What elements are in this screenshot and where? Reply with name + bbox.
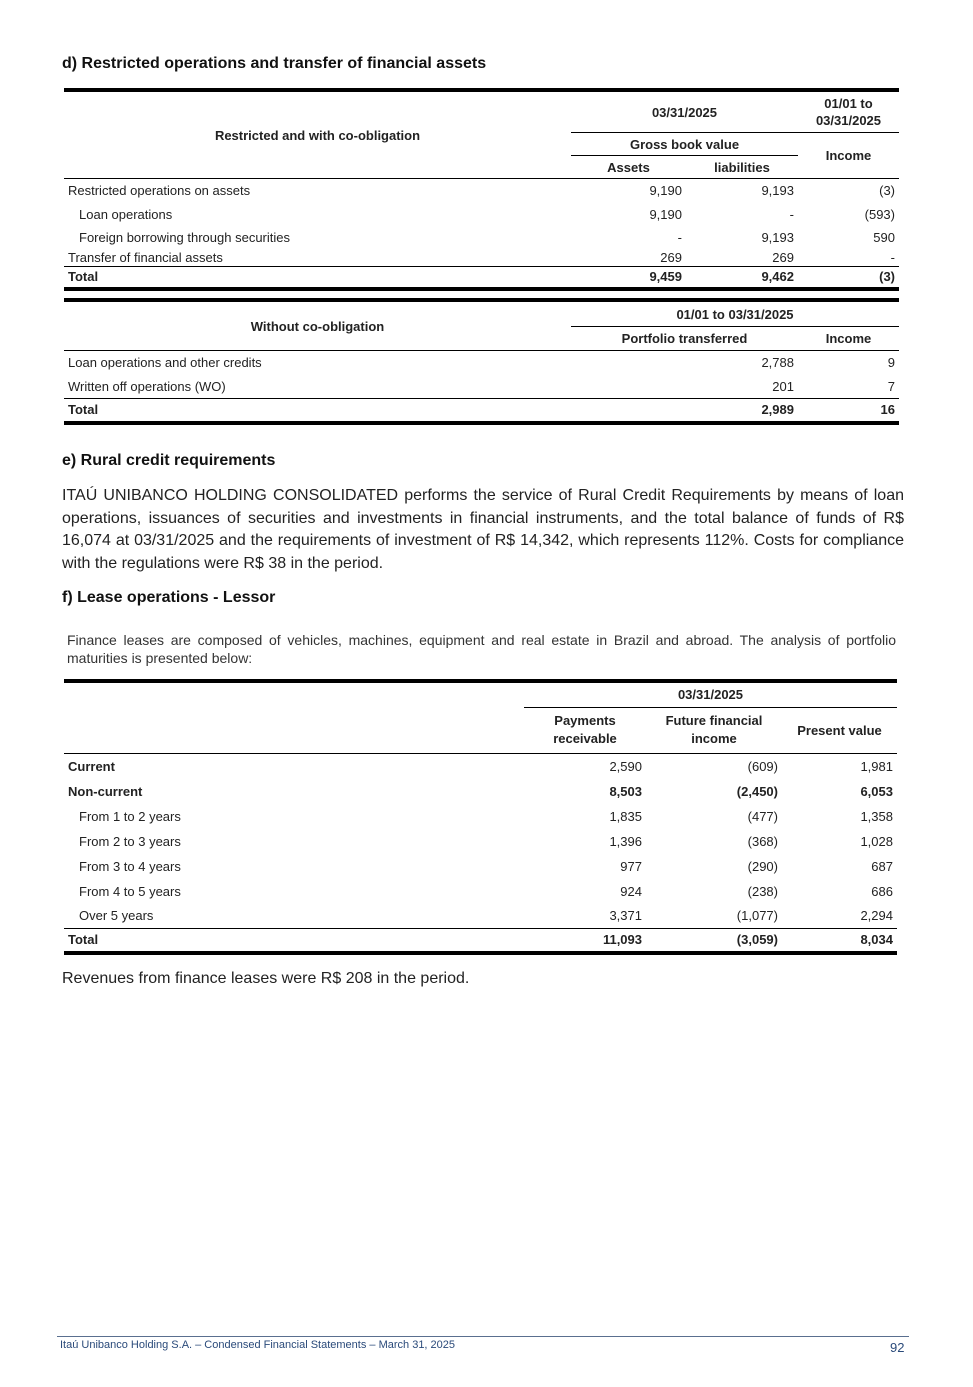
row-label: From 4 to 5 years xyxy=(79,883,181,899)
payments-header-line2: receivable xyxy=(553,731,617,747)
table1-income-period-header xyxy=(798,90,899,133)
without-co-obligation-table xyxy=(64,298,899,425)
present-value: 1,358 xyxy=(860,808,893,824)
table1-period-header: 03/31/2025 xyxy=(571,90,798,133)
table1-row-header: Restricted and with co-obligation xyxy=(64,90,571,179)
future-value: (1,077) xyxy=(736,908,778,924)
row-label: Loan operations and other credits xyxy=(68,355,262,371)
future-value: (368) xyxy=(747,833,778,849)
liabilities-value: 9,193 xyxy=(761,230,794,245)
table-row xyxy=(64,854,897,879)
footer-text: Itaú Unibanco Holding S.A. – Condensed Financial Statements – March 31, 2025 xyxy=(60,1339,456,1351)
present-value: 686 xyxy=(871,883,893,899)
total-liabilities: 9,462 xyxy=(761,269,794,285)
present-value: 6,053 xyxy=(860,783,893,799)
assets-value: - xyxy=(677,230,682,245)
row-label: Loan operations xyxy=(79,207,173,222)
total-row xyxy=(64,929,897,953)
total-income: (3) xyxy=(879,269,895,285)
assets-value: 9,190 xyxy=(649,207,682,222)
payments-value: 3,371 xyxy=(609,908,642,924)
total-portfolio: 2,989 xyxy=(761,402,794,418)
table1-liabilities-header: liabilities xyxy=(686,156,798,179)
table-row xyxy=(64,351,899,375)
present-value: 1,981 xyxy=(860,758,893,774)
total-label: Total xyxy=(68,402,99,418)
payments-value: 977 xyxy=(620,858,642,874)
section-d-title: d) Restricted operations and transfer of financial assets xyxy=(62,55,487,72)
total-income: 16 xyxy=(880,402,895,418)
table-row xyxy=(64,179,899,203)
page-number: 92 xyxy=(890,1340,905,1355)
table2-income-header: Income xyxy=(798,327,899,351)
total-present: 8,034 xyxy=(860,932,893,948)
table-row xyxy=(64,779,897,804)
total-label: Total xyxy=(68,932,99,948)
table-row xyxy=(64,879,897,904)
income-value: - xyxy=(890,249,895,265)
income-value: (593) xyxy=(864,207,895,222)
table-row xyxy=(64,227,899,249)
table2-portfolio-header: Portfolio transferred xyxy=(571,327,798,351)
income-period-line2: 03/31/2025 xyxy=(815,113,882,128)
payments-header-line1: Payments xyxy=(554,713,616,729)
lease-operations-table xyxy=(64,679,897,955)
table1-income-header: Income xyxy=(798,133,899,179)
row-label: Restricted operations on assets xyxy=(68,183,251,199)
row-label: Transfer of financial assets xyxy=(68,249,223,265)
section-e-title: e) Rural credit requirements xyxy=(62,452,276,469)
assets-value: 269 xyxy=(660,249,682,265)
present-value: 687 xyxy=(871,858,893,874)
total-row xyxy=(64,399,899,423)
payments-value: 1,835 xyxy=(609,808,642,824)
table1-gross-book-value-header: Gross book value xyxy=(571,133,798,156)
total-row xyxy=(64,267,899,289)
table1-assets-header: Assets xyxy=(571,156,686,179)
table-row xyxy=(64,829,897,854)
rural-credit-paragraph: ITAÚ UNIBANCO HOLDING CONSOLIDATED performs the service of Rural Credit Requirements by means of loan operations, issuances of securities and investments in financial instruments, and the total balance of funds of R$ 16,074 at 03/31/2025 and the requirements of investment of R$ 14,342, which represents 112%. Costs for compliance with the regulations were R$ 38 in the period. xyxy=(62,487,904,572)
finance-leases-intro: Finance leases are composed of vehicles, machines, equipment and real estate in Brazil and abroad. The analysis of portfolio maturities is presented below: xyxy=(67,632,896,666)
total-label: Total xyxy=(68,269,99,285)
table-row xyxy=(64,804,897,829)
total-assets: 9,459 xyxy=(649,269,682,285)
table-row xyxy=(64,754,897,779)
income-value: 590 xyxy=(873,230,895,245)
payments-value: 2,590 xyxy=(609,758,642,774)
table-row xyxy=(64,904,897,929)
row-label: From 2 to 3 years xyxy=(79,833,181,849)
row-label: Written off operations (WO) xyxy=(68,378,226,394)
future-value: (609) xyxy=(747,758,778,774)
income-value: 7 xyxy=(887,378,895,394)
liabilities-value: 269 xyxy=(772,249,794,265)
total-payments: 11,093 xyxy=(602,932,642,948)
row-label: Over 5 years xyxy=(79,908,154,924)
present-value-header: Present value xyxy=(797,722,882,738)
table-row xyxy=(64,203,899,227)
present-value: 1,028 xyxy=(860,833,893,849)
income-value: 9 xyxy=(887,355,895,371)
future-financial-income-header xyxy=(646,707,782,754)
payments-value: 1,396 xyxy=(609,833,642,849)
payments-value: 924 xyxy=(620,883,642,899)
future-value: (2,450) xyxy=(736,783,778,799)
row-label: Current xyxy=(68,758,115,774)
row-label: Non-current xyxy=(68,783,143,799)
finance-leases-revenue-note: Revenues from finance leases were R$ 208 in the period. xyxy=(62,970,470,987)
income-period-line1: 01/01 to xyxy=(824,96,873,111)
future-header-line2: income xyxy=(691,731,737,747)
income-value: (3) xyxy=(879,183,895,199)
table2-period-header: 01/01 to 03/31/2025 xyxy=(571,300,899,327)
future-value: (477) xyxy=(747,808,778,824)
liabilities-value: 9,193 xyxy=(761,183,794,199)
footer-divider xyxy=(57,1336,909,1337)
restricted-with-co-obligation-table xyxy=(64,88,899,291)
payments-receivable-header xyxy=(524,707,646,754)
portfolio-value: 201 xyxy=(772,378,794,394)
lease-period-header: 03/31/2025 xyxy=(524,681,897,707)
table2-row-header: Without co-obligation xyxy=(64,300,571,351)
row-label: From 3 to 4 years xyxy=(79,858,181,874)
row-label: Foreign borrowing through securities xyxy=(79,230,290,245)
future-header-line1: Future financial xyxy=(665,713,763,729)
portfolio-value: 2,788 xyxy=(761,355,794,371)
future-value: (238) xyxy=(747,883,778,899)
table-row xyxy=(64,375,899,399)
present-value: 2,294 xyxy=(860,908,893,924)
future-value: (290) xyxy=(747,858,778,874)
payments-value: 8,503 xyxy=(609,783,642,799)
liabilities-value: - xyxy=(789,207,794,222)
total-future: (3,059) xyxy=(736,932,778,948)
assets-value: 9,190 xyxy=(649,183,682,199)
row-label: From 1 to 2 years xyxy=(79,808,181,824)
table-row xyxy=(64,249,899,267)
section-f-title: f) Lease operations - Lessor xyxy=(62,589,276,606)
